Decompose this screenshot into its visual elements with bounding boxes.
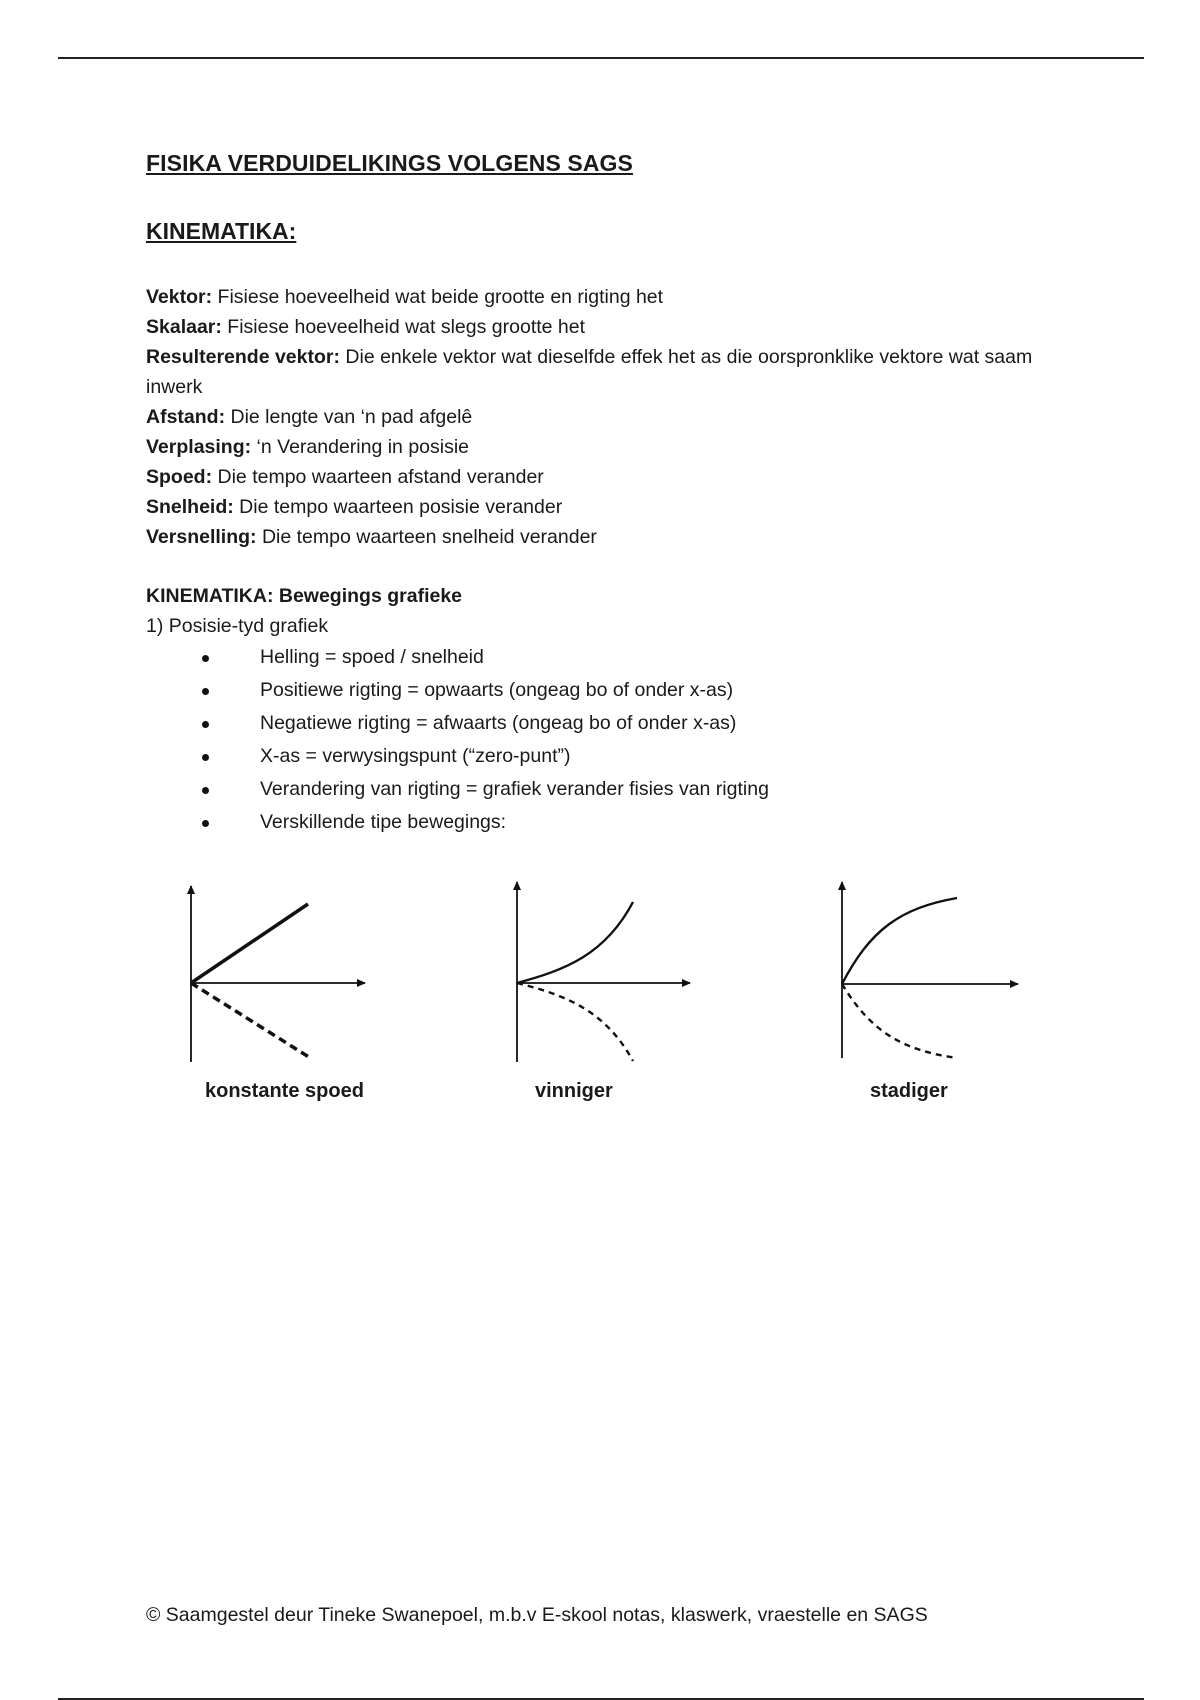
definition-text: Die tempo waarteen posisie verander: [233, 496, 563, 518]
definition-text: Die tempo waarteen afstand verander: [212, 466, 544, 488]
graph-vinniger: [517, 882, 690, 1062]
graph-constant-speed: [191, 886, 365, 1062]
definition-term: Afstand:: [146, 406, 226, 428]
definition-term: Vektor:: [146, 286, 213, 308]
bullet-text: Negatiewe rigting = afwaarts (ongeag bo of onder x-as): [260, 712, 737, 734]
caption-vinniger: vinniger: [535, 1080, 613, 1102]
definition-term: Skalaar:: [146, 316, 222, 338]
bullet-text: Verskillende tipe bewegings:: [260, 811, 507, 833]
bullet-text: Helling = spoed / snelheid: [260, 646, 484, 668]
caption-konstante-spoed: konstante spoed: [205, 1080, 364, 1102]
definition-text: Fisiese hoeveelheid wat beide grootte en rigting het: [212, 286, 664, 308]
bullet-text: Positiewe rigting = opwaarts (ongeag bo of onder x-as): [260, 679, 734, 701]
dashed-curve: [191, 983, 312, 1059]
definition-text: ‘n Verandering in posisie: [251, 436, 470, 458]
definition-term: Versnelling:: [146, 526, 257, 548]
definition-text: Die tempo waarteen snelheid verander: [256, 526, 597, 548]
dashed-curve: [842, 984, 957, 1058]
definition-term: Verplasing:: [146, 436, 252, 458]
definition-term: Spoed:: [146, 466, 213, 488]
bullet-text: Verandering van rigting = grafiek verander fisies van rigting: [260, 778, 769, 800]
footer-credit: © Saamgestel deur Tineke Swanepoel, m.b.v E-skool notas, klaswerk, vraestelle en SAGS: [146, 1604, 928, 1626]
solid-curve: [191, 904, 308, 983]
graph-stadiger: [842, 882, 1018, 1058]
definition-term: Snelheid:: [146, 496, 234, 518]
subsection-heading-graphs: KINEMATIKA: Bewegings grafieke: [146, 585, 463, 607]
definition-text: Fisiese hoeveelheid wat slegs grootte het: [221, 316, 586, 338]
numbered-item-1: 1) Posisie-tyd grafiek: [146, 615, 329, 637]
caption-stadiger: stadiger: [870, 1080, 948, 1102]
definition-text: Die enkele vektor wat dieselfde effek het as die oorspronklike vektore wat saam inwerk: [146, 346, 1033, 398]
definition-term: Resulterende vektor:: [146, 346, 340, 368]
document-title: FISIKA VERDUIDELIKINGS VOLGENS SAGS: [146, 150, 633, 176]
section-heading-kinematika: KINEMATIKA:: [146, 218, 297, 244]
dashed-curve: [517, 983, 633, 1061]
definition-text: Die lengte van ‘n pad afgelê: [225, 406, 473, 428]
bullet-text: X-as = verwysingspunt (“zero-punt”): [260, 745, 571, 767]
solid-curve: [517, 902, 633, 983]
solid-curve: [842, 898, 957, 984]
